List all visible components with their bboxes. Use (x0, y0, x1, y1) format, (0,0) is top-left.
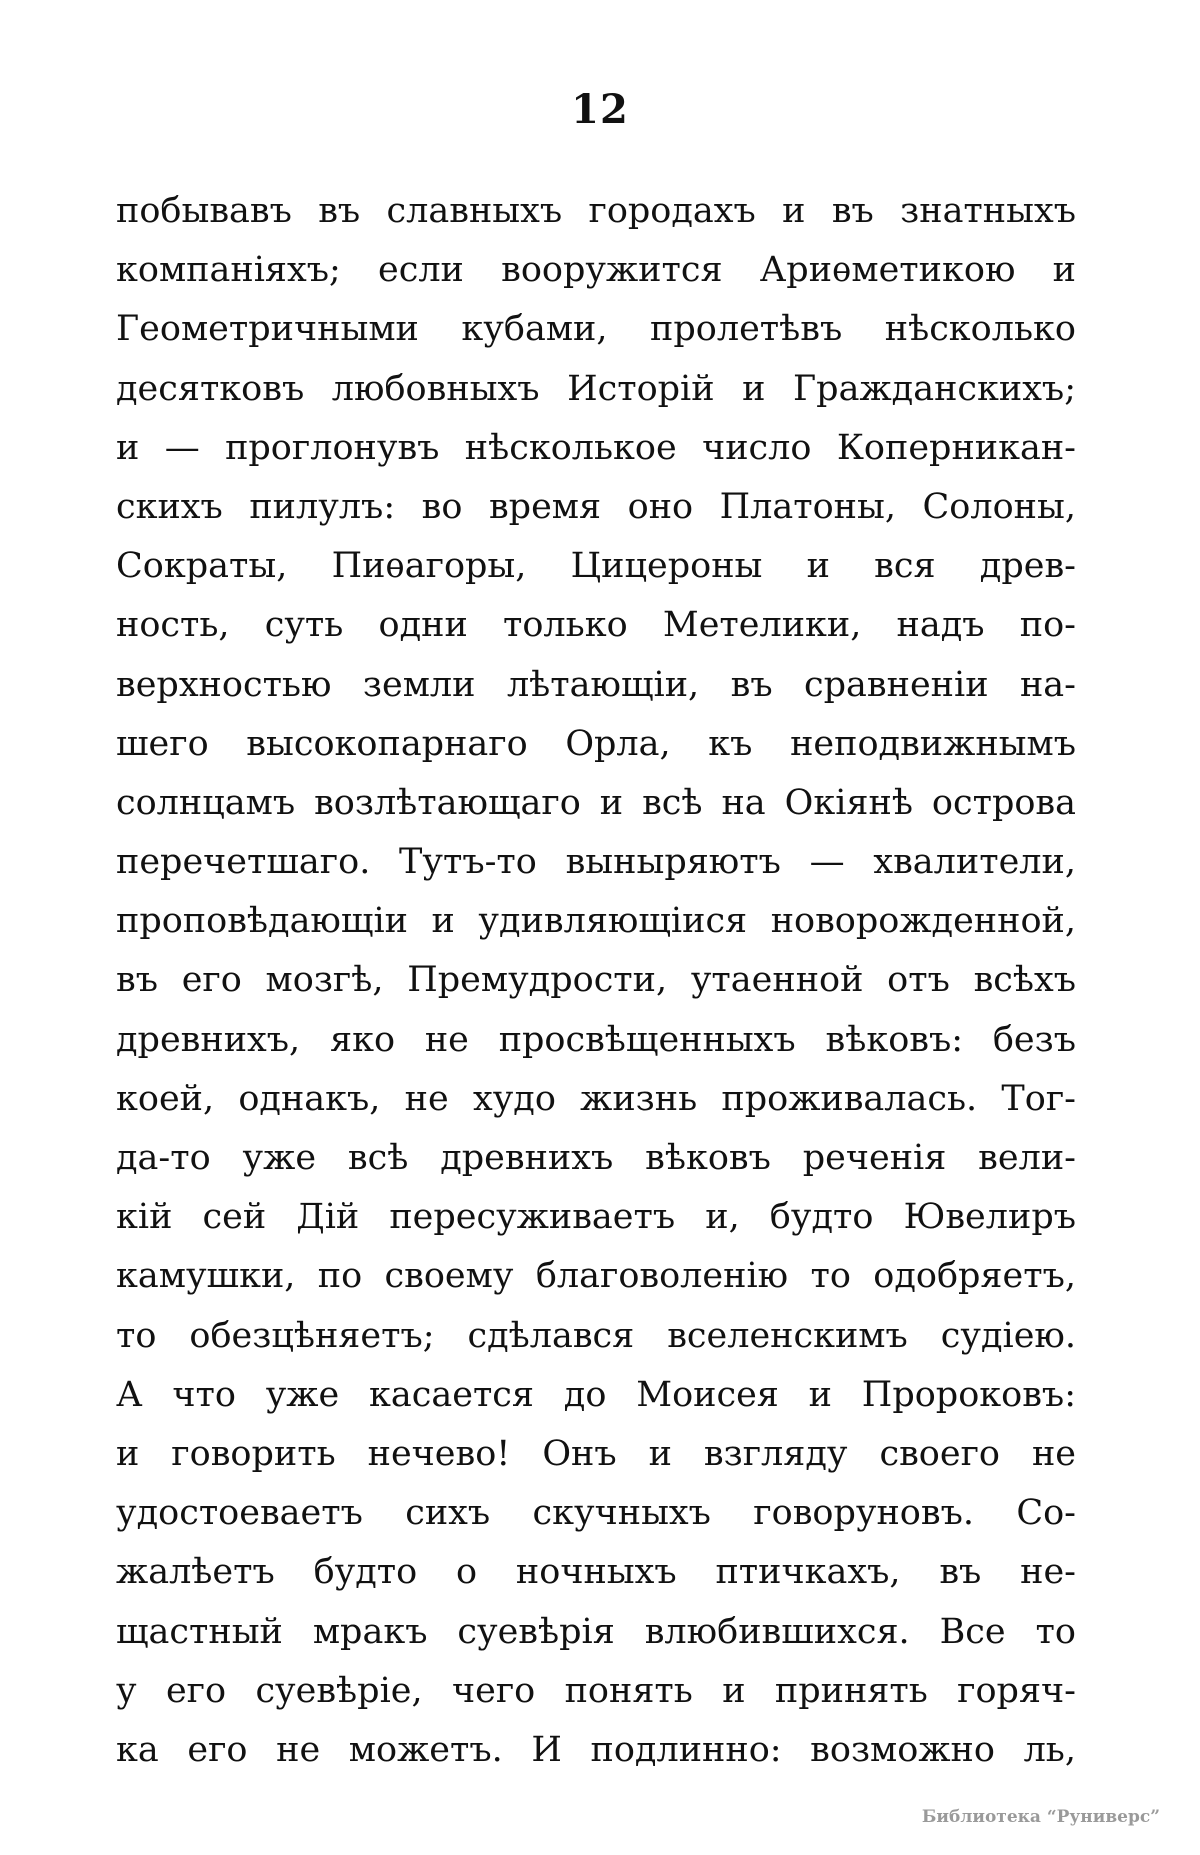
text-line: шего высокопарнаго Орла, къ неподвижнымъ (116, 723, 1076, 764)
text-line: камушки, по своему благоволенію то одобряетъ, (116, 1256, 1076, 1297)
text-line: перечетшаго. Тутъ-то выныряютъ — хвалители, (116, 842, 1076, 883)
text-line: въ его мозгѣ, Премудрости, утаенной отъ всѣхъ (116, 960, 1076, 1001)
text-line: жалѣетъ будто о ночныхъ птичкахъ, въ не- (116, 1552, 1076, 1593)
text-line: побывавъ въ славныхъ городахъ и въ знатныхъ (116, 191, 1076, 231)
text-line: у его суевѣріе, чего понять и принять горяч- (116, 1670, 1076, 1711)
text-line: Сократы, Пиѳагоры, Цицероны и вся древ- (116, 546, 1076, 587)
text-line: Геометричными кубами, пролетѣвъ нѣсколько (116, 309, 1076, 350)
text-line: ность, суть одни только Метелики, надъ по- (116, 605, 1076, 646)
text-line: щастный мракъ суевѣрія влюбившихся. Все то (116, 1611, 1076, 1652)
text-line: коей, однакъ, не худо жизнь проживалась. Тог- (116, 1078, 1076, 1119)
page-number: 12 (571, 86, 629, 133)
text-line: то обезцѣняетъ; сдѣлався вселенскимъ судіею. (116, 1315, 1076, 1356)
text-line: древнихъ, яко не просвѣщенныхъ вѣковъ: безъ (116, 1019, 1076, 1060)
text-line: да-то уже всѣ древнихъ вѣковъ реченія вели- (116, 1138, 1076, 1178)
text-line: А что уже касается до Моисея и Пророковъ: (116, 1374, 1076, 1415)
text-line: солнцамъ возлѣтающаго и всѣ на Окіянѣ острова (116, 782, 1076, 823)
text-line: кій сей Дій пересуживаетъ и, будто Ювелиръ (116, 1197, 1076, 1238)
text-line: компаніяхъ; если вооружится Ариѳметикою и (116, 250, 1076, 291)
text-line: проповѣдающіи и удивляющіися новорожденной, (116, 901, 1076, 942)
text-line: скихъ пилулъ: во время оно Платоны, Солоны, (116, 486, 1076, 527)
body-text (116, 182, 1076, 1780)
text-line: верхностью земли лѣтающіи, въ сравненіи на- (116, 664, 1076, 705)
text-line: и — проглонувъ нѣсколькое число Коперникан- (116, 427, 1076, 468)
library-watermark: Библиотека “Руниверс” (921, 1807, 1160, 1827)
text-line: ка его не можетъ. И подлинно: возможно ль, (116, 1729, 1076, 1770)
text-line: удостоеваетъ сихъ скучныхъ говоруновъ. Со- (116, 1493, 1076, 1534)
text-line: десятковъ любовныхъ Исторій и Гражданскихъ; (116, 368, 1076, 409)
text-line: и говорить нечево! Онъ и взгляду своего не (116, 1433, 1076, 1474)
